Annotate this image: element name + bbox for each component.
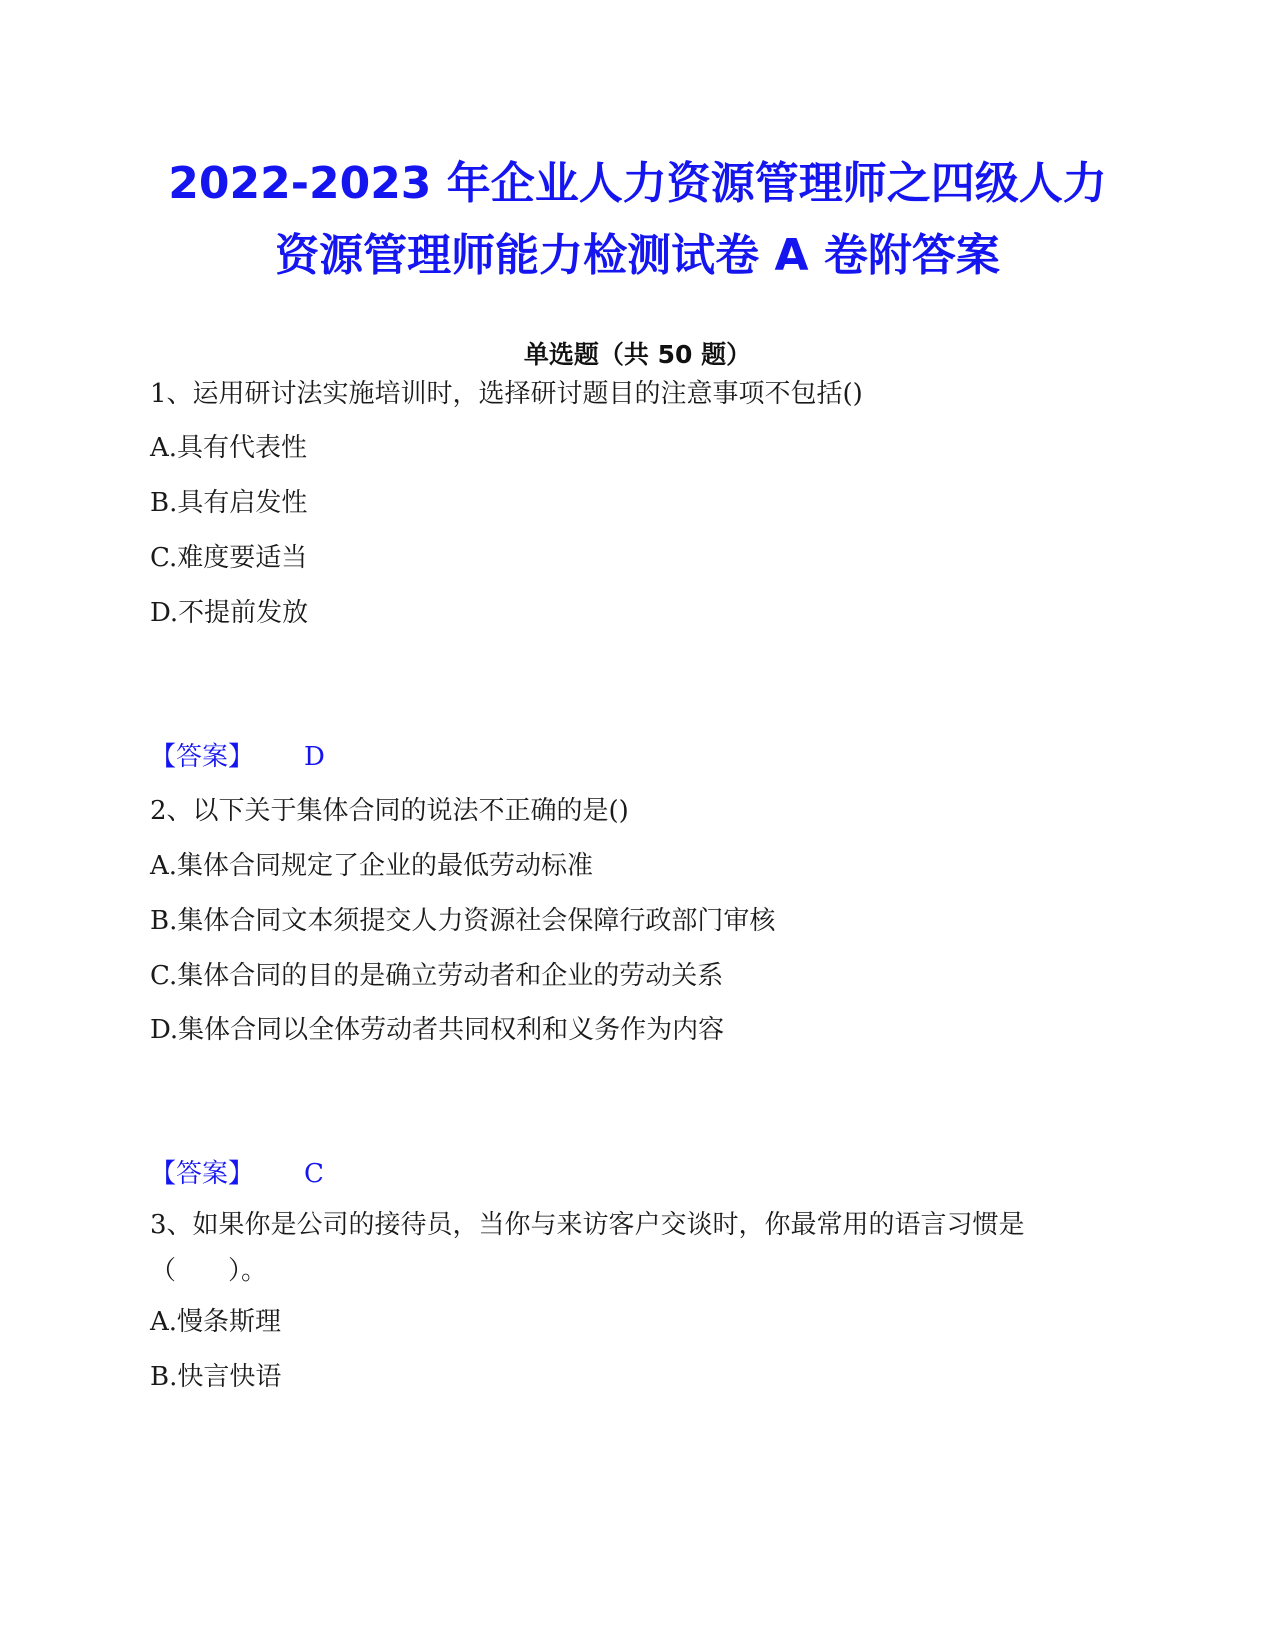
question-1-option-b: B.具有启发性 [150,488,308,518]
answer-label: 【答案】 [150,1159,255,1189]
question-1-option-d: D.不提前发放 [150,598,309,628]
answer-label: 【答案】 [150,742,255,772]
question-3-stem: 3、如果你是公司的接待员，当你与来访客户交谈时，你最常用的语言习惯是（ ）。 [150,1210,1025,1286]
question-3-option-b: B.快言快语 [150,1362,282,1392]
document-title: 2022-2023 年企业人力资源管理师之四级人力资源管理师能力检测试卷 A 卷附答案 [168,158,1107,281]
question-1-stem: 1、运用研讨法实施培训时，选择研讨题目的注意事项不包括() [150,379,863,409]
answer-value: C [304,1159,324,1189]
question-2-option-c: C.集体合同的目的是确立劳动者和企业的劳动关系 [150,961,724,991]
question-2-answer [150,1157,324,1191]
question-1-option-c: C.难度要适当 [150,543,308,573]
section-heading: 单选题（共 50 题） [523,340,752,369]
question-1-answer [150,740,325,774]
question-2-option-b: B.集体合同文本须提交人力资源社会保障行政部门审核 [150,906,776,936]
question-2-option-d: D.集体合同以全体劳动者共同权利和义务作为内容 [150,1015,725,1045]
question-3-option-a: A.慢条斯理 [150,1307,282,1337]
question-2-stem: 2、以下关于集体合同的说法不正确的是() [150,796,629,826]
question-2-option-a: A.集体合同规定了企业的最低劳动标准 [150,851,594,881]
question-1-option-a: A.具有代表性 [150,433,308,463]
answer-value: D [304,742,325,772]
